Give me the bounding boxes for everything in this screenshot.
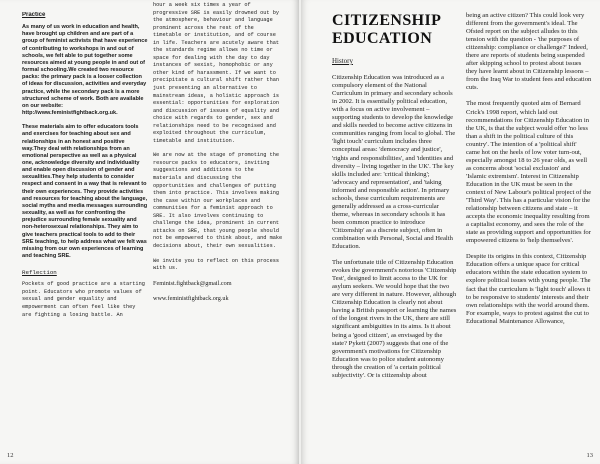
left-col2-paragraph-2: We are now at the stage of promoting the resource packs to educators, inviting suggestions and additions to the materials and discussing the opportunities and challenges of putting them into practice. This involves making the case within our workplaces and communities for a feminist approach to SRE. It also involves continuing to challenge the idea, prominent in current attacks on SRE, that young people should not be empowered to think about, and make decisions about, their own sexualities. [153,152,283,249]
right-column-1 [332,57,457,459]
contact-website: www.feministfightback.org.uk [153,294,229,302]
title-line-2: EDUCATION [332,30,433,47]
left-page [0,0,299,464]
right-col2-paragraph-3: Despite its origins in this context, Citizenship Education offers a unique space for critical educators within the state education system to explore political issues with young people. The fact that the curriculum is 'light touch' allows it to be responsive to students' interests and their own relationships with the world around them. For example, ways to protest against the cut to Educational Maintenance Allowance, [466,253,591,325]
left-col2-paragraph-3: We invite you to reflect on this process with us. [153,257,280,272]
right-column-2 [466,12,592,459]
history-heading: History [332,57,353,65]
practice-paragraph-2: These materials aim to offer educators tools and exercises for teaching about sex and relationships in an honest and positive way.They deal with relationships from an emotional perspective as well as a physical one, acknowledge diversity and individuality and enable open discussion of gender and sexualities.They help students to consider respect and consent in a way that is relevant to their own experiences. They provide activities and resources for teaching about the language, social myths and media messages surrounding sexuality, as well as for confronting the prejudice surrounding female sexuality and non-heterosexual relationships. They aim to give teachers practical tools to add to their SRE teaching, to help address what we felt was missing from our own experiences of learning and teaching SRE. [22,124,148,259]
left-col2-paragraph-1: hour a week six times a year of progressive SRE is easily drowned out by the atmosphere, behaviour and language prominent across the rest of the timetable or institution, and of course in life. Teachers are acutely aware that the standards regime allows no time or space for dealing with the day to day instances of sexist, homophobic or any other kind of harassment. If we want to precipitate a cultural shift rather than just presenting an alternative to mainstream ideas, a holistic approach is essential: opportunities for exploration and discussion of issues of equality and choice with regards to gender, sex and relationships need to be recognised and exploited throughout the curriculum, timetable and institution. [153,2,280,144]
page-number-left: 12 [7,452,14,459]
page-number-right: 13 [586,452,593,459]
right-col2-paragraph-1: being an active citizen? This could look very different from the government's ideal. The Ofsted report on the subject alludes to this tension with the question - 'the purposes of citizenship: compliance or challenge?' Indeed, there are reports of students being suspended after skipping school to protest about issues they have learnt about in Citizenship lessons – from the Iraq War to student fees and education cuts. [466,12,592,92]
right-col2-paragraph-2: The most frequently quoted aim of Bernard Crick's 1998 report, which laid out recommendations for Citizenship Education in the UK, is that the subject would offer 'no less than a shift in the political culture of this country'. The intention of a 'political shift' came hot on the heels of low voter turn-out, especially amongst 18 to 26 year olds, as well as concerns about 'social exclusion' and 'Islamic extremism'. Interest in Citizenship Education in the UK must be seen in the context of New Labour's political project of the 'Third Way'. This has a particular vision for the relationship between citizens and state – it accepts the economic inequality resulting from a capitalist economy, and sees the role of the state as providing support and opportunities for empowered citizens to 'help themselves'. [466,100,592,245]
left-column-1 [22,12,148,452]
page-title [332,12,441,48]
contact-email: Feminist.fightback@gmail.com [153,279,232,287]
right-col1-paragraph-2: The unfortunate title of Citizenship Education evokes the government's notorious 'Citizenship Test', designed to limit access to the UK for asylum seekers. We would hope that the two are very different in nature. However, although Citizenship Education is clearly not about having a British passport or learning the names of the longest rivers in the UK, there are still significant ambiguities in its aims. Is it about being a 'good citizen', as envisaged by the state? Pykett (2007) suggests that one of the government's motivations for Citizenship Education was to police student autonomy through the creation of 'a certain political subjectivity'. Or is citizenship about [332,259,457,379]
right-col1-paragraph-1: Citizenship Education was introduced as a compulsory element of the National Curriculum in primary and secondary schools in 2002. It is essentially political education, with a focus on active involvement – supporting students to develop the knowledge and skills needed to become active citizens in communities ranging from local to global. The 'light touch' curriculum includes three conceptual areas: 'democracy and justice', 'rights and responsibilities', and 'identities and diversity – living together in the UK'. The key skills included are: 'critical thinking'; 'advocacy and representation', and 'taking informed and responsible action'. In primary schools, these curriculum requirements are generally addressed as a cross-curricular theme, whereas in secondary schools it has been common practice to introduce 'Citizenship' as a discrete subject, often in combination with Personal, Social and Health Education. [332,74,456,251]
reflection-paragraph-1: Pockets of good practice are a starting point. Educators who promote values of sexual and gender equality and empowerment can often feel like they are fighting a losing battle. An [22,281,145,318]
practice-paragraph-1: As many of us work in education and health, have brought up children and are part of a group of feminist activists that have experience of contributing to workshops in and out of schools, we felt able to put together some resources aimed at young people in and out of formal schooling.We created two resource packs: the primary pack is a looser collection of ideas for discussion, activities and everyday practice, while the secondary pack is a more structured scheme of work. Both are available on our website: http://www.feministfightback.org.uk. [22,24,148,117]
title-line-1: CITIZENSHIP [332,12,442,29]
right-page [301,0,600,464]
reflection-heading: Reflection [22,269,57,277]
left-column-2 [153,2,285,454]
practice-heading: Practice [22,12,46,18]
